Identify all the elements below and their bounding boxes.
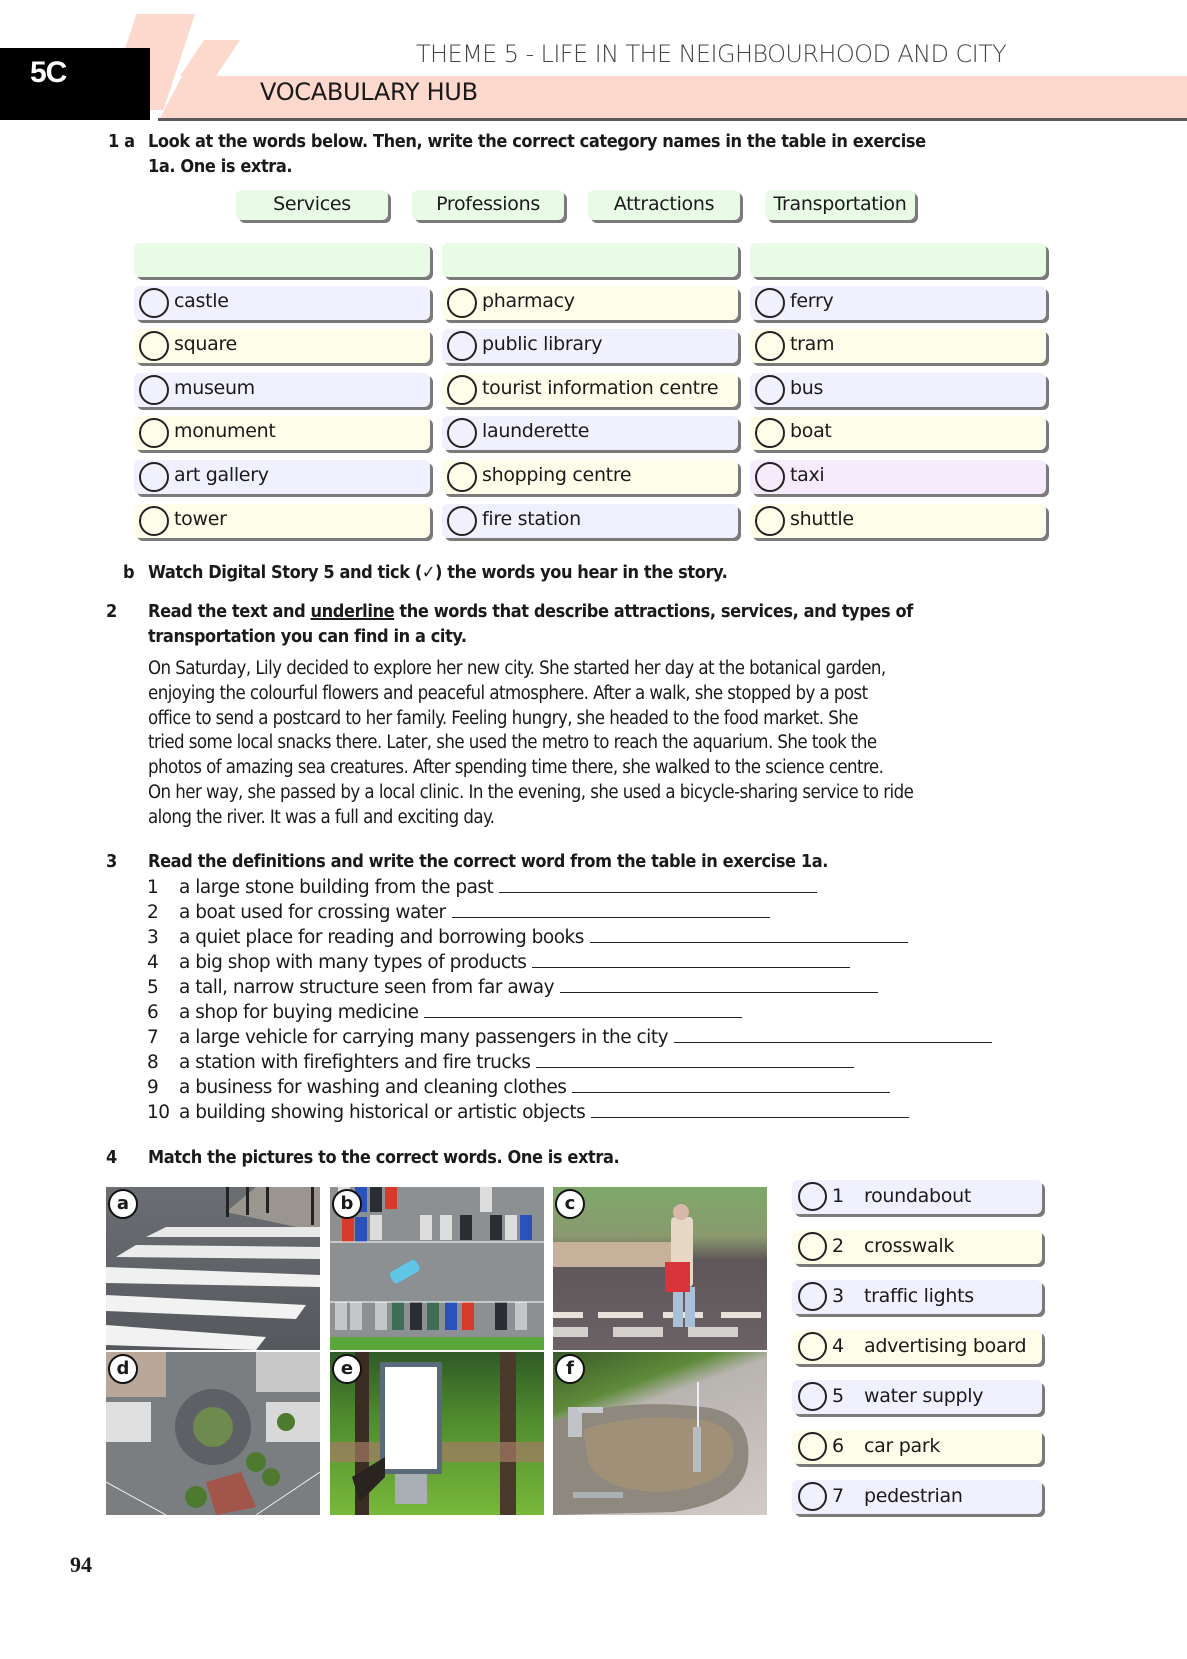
column-header-input-3[interactable]: [750, 243, 1046, 277]
header-divider: [158, 118, 1187, 121]
category-label: Attractions: [613, 193, 715, 215]
picture-label: a: [108, 1189, 138, 1219]
advertising-board-image: [330, 1352, 544, 1515]
tick-circle[interactable]: [755, 462, 785, 492]
category-label: Services: [273, 193, 351, 215]
match-word-item: [792, 1230, 1042, 1264]
answer-blank[interactable]: [536, 1052, 854, 1068]
tick-circle[interactable]: [447, 418, 477, 448]
exercise-number: 2: [106, 601, 117, 622]
category-label: Transportation: [773, 193, 907, 215]
match-word: water supply: [864, 1385, 984, 1407]
word-label: square: [174, 333, 237, 355]
reading-text: [148, 657, 1048, 831]
match-word: roundabout: [864, 1185, 971, 1207]
water-fountain-image: [553, 1352, 767, 1515]
match-word: advertising board: [864, 1335, 1027, 1357]
tick-circle[interactable]: [447, 375, 477, 405]
definition-text: a station with firefighters and fire trucks: [179, 1052, 531, 1073]
match-word: car park: [864, 1435, 941, 1457]
definition-row: [147, 1077, 890, 1101]
tick-circle[interactable]: [755, 288, 785, 318]
section-title: VOCABULARY HUB: [260, 78, 478, 106]
pedestrian-image: [553, 1187, 767, 1350]
definition-text: a shop for buying medicine: [179, 1002, 419, 1023]
answer-blank[interactable]: [532, 952, 850, 968]
match-number: 3: [832, 1285, 845, 1307]
word-label: tram: [790, 333, 835, 355]
exercise-number: 1 a: [108, 131, 135, 152]
unit-badge: [0, 48, 150, 120]
word-item: [134, 416, 430, 450]
word-item: [750, 329, 1046, 363]
tick-circle[interactable]: [755, 506, 785, 536]
word-label: museum: [174, 377, 255, 399]
instruction: Match the pictures to the correct words. One is extra.: [148, 1147, 620, 1168]
word-item: [442, 416, 738, 450]
picture-label: f: [555, 1354, 585, 1384]
tick-circle[interactable]: [755, 331, 785, 361]
definition-text: a large stone building from the past: [179, 877, 494, 898]
word-label: shuttle: [790, 508, 854, 530]
match-number: 4: [832, 1335, 845, 1357]
category-chip-services[interactable]: [236, 190, 388, 220]
word-item: [750, 286, 1046, 320]
definition-text: a tall, narrow structure seen from far away: [179, 977, 555, 998]
answer-blank[interactable]: [499, 877, 817, 893]
match-word: crosswalk: [864, 1235, 955, 1257]
definition-row: [147, 927, 908, 951]
tick-circle[interactable]: [447, 288, 477, 318]
match-word-item: [792, 1330, 1042, 1364]
definition-number: 8: [147, 1052, 159, 1073]
answer-circle[interactable]: [798, 1182, 827, 1211]
answer-blank[interactable]: [674, 1027, 992, 1043]
picture-label: c: [555, 1189, 585, 1219]
word-label: fire station: [482, 508, 581, 530]
word-item: [442, 460, 738, 494]
match-number: 6: [832, 1435, 845, 1457]
word-item: [134, 373, 430, 407]
category-label: Professions: [436, 193, 540, 215]
definition-text: a big shop with many types of products: [179, 952, 527, 973]
definition-text: a building showing historical or artistic objects: [179, 1102, 586, 1123]
instruction-line-1: [148, 600, 913, 624]
tick-circle[interactable]: [139, 506, 169, 536]
page-number: 94: [70, 1552, 92, 1577]
word-label: public library: [482, 333, 603, 355]
picture-label: b: [332, 1189, 362, 1219]
answer-blank[interactable]: [590, 927, 908, 943]
instruction: Read the definitions and write the correct word from the table in exercise 1a.: [148, 851, 829, 872]
match-word-item: [792, 1380, 1042, 1414]
tick-circle[interactable]: [139, 462, 169, 492]
word-label: ferry: [790, 290, 834, 312]
text-line: along the river. It was a full and exciting day.: [148, 806, 495, 828]
definition-number: 5: [147, 977, 159, 998]
picture-label: e: [332, 1354, 362, 1384]
word-label: monument: [174, 420, 276, 442]
picture-a-crosswalk: [106, 1187, 320, 1350]
text-line: tried some local snacks there. Later, she used the metro to reach the aquarium. She took the: [148, 732, 877, 754]
definition-number: 10: [147, 1102, 170, 1123]
tick-circle[interactable]: [139, 331, 169, 361]
category-chip-transportation[interactable]: [765, 190, 915, 220]
definition-number: 4: [147, 952, 159, 973]
match-word-item: [792, 1480, 1042, 1514]
instruction-underlined: underline: [310, 601, 395, 622]
answer-circle[interactable]: [798, 1282, 827, 1311]
word-item: [750, 373, 1046, 407]
instruction-line-2: transportation you can find in a city.: [148, 626, 467, 647]
answer-blank[interactable]: [424, 1002, 742, 1018]
word-item: [750, 504, 1046, 538]
definition-row: [147, 877, 817, 901]
tick-circle[interactable]: [139, 288, 169, 318]
picture-label: d: [108, 1354, 138, 1384]
definition-row: [147, 1027, 992, 1051]
instruction: Watch Digital Story 5 and tick (✓) the words you hear in the story.: [148, 562, 728, 583]
instruction-text: Read the text and: [148, 601, 311, 622]
picture-d-roundabout: [106, 1352, 320, 1515]
word-label: castle: [174, 290, 229, 312]
definition-row: [147, 977, 878, 1001]
answer-circle[interactable]: [798, 1232, 827, 1261]
word-label: boat: [790, 420, 832, 442]
word-label: tower: [174, 508, 227, 530]
match-word-item: [792, 1280, 1042, 1314]
picture-f-water-supply: [553, 1352, 767, 1515]
unit-code: 5C: [30, 56, 67, 89]
car-park-image: [330, 1187, 544, 1350]
instruction-line-2: 1a. One is extra.: [148, 156, 293, 177]
tick-circle[interactable]: [755, 418, 785, 448]
category-chip-attractions[interactable]: [588, 190, 740, 220]
definition-text: a boat used for crossing water: [179, 902, 446, 923]
text-line: On Saturday, Lily decided to explore her new city. She started her day at the botanical garden,: [148, 658, 886, 679]
answer-blank[interactable]: [560, 977, 878, 993]
definition-number: 7: [147, 1027, 159, 1048]
match-number: 5: [832, 1385, 845, 1407]
tick-circle[interactable]: [447, 331, 477, 361]
text-line: On her way, she passed by a local clinic. In the evening, she used a bicycle-sharing service to ride: [148, 781, 914, 803]
match-word-item: [792, 1430, 1042, 1464]
picture-c-pedestrian: [553, 1187, 767, 1350]
word-label: launderette: [482, 420, 590, 442]
picture-e-advertising-board: [330, 1352, 544, 1515]
text-line: photos of amazing sea creatures. After spending time there, she walked to the science centre.: [148, 757, 884, 779]
definition-text: a quiet place for reading and borrowing books: [179, 927, 584, 948]
definition-number: 2: [147, 902, 159, 923]
word-label: shopping centre: [482, 464, 632, 486]
tick-circle[interactable]: [755, 375, 785, 405]
definition-row: [147, 1102, 909, 1126]
word-label: bus: [790, 377, 824, 399]
definition-row: [147, 1052, 854, 1076]
definition-text: a business for washing and cleaning clothes: [179, 1077, 567, 1098]
word-item: [442, 329, 738, 363]
definition-number: 6: [147, 1002, 159, 1023]
definition-text: a large vehicle for carrying many passengers in the city: [179, 1027, 669, 1048]
tick-circle[interactable]: [447, 462, 477, 492]
definition-row: [147, 952, 850, 976]
definition-row: [147, 902, 770, 926]
text-line: enjoying the colourful flowers and peaceful atmosphere. After a walk, she stopped by a post: [148, 682, 868, 704]
match-word: traffic lights: [864, 1285, 974, 1307]
instruction-line-1: Look at the words below. Then, write the correct category names in the table in exercise: [148, 131, 926, 152]
word-item: [750, 416, 1046, 450]
tick-circle[interactable]: [139, 375, 169, 405]
match-number: 7: [832, 1485, 845, 1507]
word-item: [134, 286, 430, 320]
column-header-input-2[interactable]: [442, 243, 738, 277]
definition-number: 9: [147, 1077, 159, 1098]
word-label: art gallery: [174, 464, 269, 486]
word-item: [442, 504, 738, 538]
crosswalk-image: [106, 1187, 320, 1350]
word-item: [134, 329, 430, 363]
answer-circle[interactable]: [798, 1382, 827, 1411]
instruction-text: the words that describe attractions, services, and types of: [394, 601, 913, 622]
word-item: [134, 504, 430, 538]
definition-number: 3: [147, 927, 159, 948]
word-label: taxi: [790, 464, 825, 486]
word-item: [442, 373, 738, 407]
text-line: office to send a postcard to her family. Feeling hungry, she headed to the food market. She: [148, 707, 858, 729]
tick-circle[interactable]: [447, 506, 477, 536]
exercise-number: b: [123, 562, 135, 583]
word-item: [750, 460, 1046, 494]
roundabout-image: [106, 1352, 320, 1515]
definition-number: 1: [147, 877, 159, 898]
match-word: pedestrian: [864, 1485, 963, 1507]
word-label: pharmacy: [482, 290, 575, 312]
answer-blank[interactable]: [591, 1102, 909, 1118]
picture-b-car-park: [330, 1187, 544, 1350]
answer-blank[interactable]: [572, 1077, 890, 1093]
exercise-number: 4: [106, 1147, 117, 1168]
answer-circle[interactable]: [798, 1332, 827, 1361]
match-number: 1: [832, 1185, 845, 1207]
category-chip-professions[interactable]: [412, 190, 564, 220]
column-header-input-1[interactable]: [134, 243, 430, 277]
answer-blank[interactable]: [452, 902, 770, 918]
theme-title: THEME 5 - LIFE IN THE NEIGHBOURHOOD AND CITY: [416, 40, 1007, 68]
word-item: [442, 286, 738, 320]
word-item: [134, 460, 430, 494]
word-label: tourist information centre: [482, 377, 719, 399]
tick-circle[interactable]: [139, 418, 169, 448]
answer-circle[interactable]: [798, 1482, 827, 1511]
exercise-number: 3: [106, 851, 117, 872]
match-word-item: [792, 1180, 1042, 1214]
header-decor-tab: [180, 40, 240, 76]
answer-circle[interactable]: [798, 1432, 827, 1461]
definition-row: [147, 1002, 742, 1026]
match-number: 2: [832, 1235, 845, 1257]
